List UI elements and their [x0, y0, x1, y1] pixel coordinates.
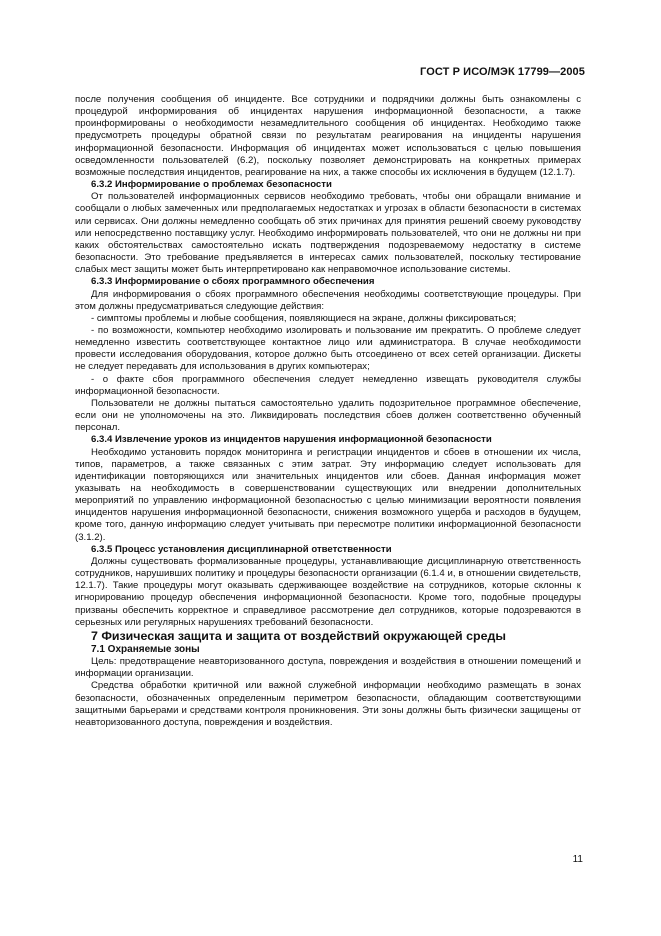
subsection-heading-6-3-3: 6.3.3 Информирование о сбоях программного обеспечения: [91, 276, 375, 288]
paragraph: Для информирования о сбоях программного обеспечения необходимы соответствующие процедуры. При этом должны предусматриваться следующие действия:: [75, 288, 581, 312]
subsection-heading-6-3-4: 6.3.4 Извлечение уроков из инцидентов нарушения информационной безопасности: [91, 434, 492, 446]
paragraph: Должны существовать формализованные процедуры, устанавливающие дисциплинарную ответственность сотрудников, нарушивших политику и процедуры безопасности организации (6.1.4 и, в отношении свидетельств, 12.1.7). Такие процедуры могут оказывать сдерживающее воздействие на сотрудников, которые склонны к игнорированию процедур обеспечения информационной безопасности. Кроме того, подобные процедуры призваны обеспечить корректное и справедливое рассмотрение дел сотрудников, которые подозреваются в серьезных или регулярных нарушениях требований безопасности.: [75, 555, 581, 628]
paragraph: Необходимо установить порядок мониторинга и регистрации инцидентов и сбоев в отношении их числа, типов, параметров, а также связанных с этим затрат. Эту информацию следует использовать для идентификации повторяющихся или значительных инцидентов или сбоев. Данная информация может указывать на необходимость в совершенствовании существующих или внедрении дополнительных мероприятий по управлению информационной безопасностью с целью минимизации вероятности появления инцидентов нарушения информационной безопасности, снижения возможного ущерба и расходов в будущем, кроме того, данную информацию следует учитывать при пересмотре политики информационной безопасности (3.1.2).: [75, 446, 581, 543]
paragraph: От пользователей информационных сервисов необходимо требовать, чтобы они обращали внимание и сообщали о любых замеченных или предполагаемых недостатках и угрозах в области безопасности в системах или сервисах. Они должны немедленно сообщать об этих причинах для принятия решений своему руководству или непосредственно поставщику услуг. Необходимо информировать пользователей, что они не должны ни при каких обстоятельствах самостоятельно искать подтверждения подозреваемому недостатку в системе безопасности. Это требование предъявляется в интересах самих пользователей, поскольку тестирование слабых мест защиты может быть интерпретировано как неправомочное использование системы.: [75, 191, 581, 276]
list-item: - по возможности, компьютер необходимо изолировать и пользование им прекратить. О проблеме следует немедленно известить соответствующее контактное лицо или администратора. В случае необходимости провести исследования оборудования, которое должно быть отсоединено от всех сетей организации. Дискеты не следует передавать для использования в других компьютерах;: [75, 324, 581, 373]
paragraph: Средства обработки критичной или важной служебной информации необходимо размещать в зонах безопасности, обозначенных определенным периметром безопасности, обладающим соответствующими защитными барьерами и средствами контроля проникновения. Эти зоны должны быть физически защищены от неавторизованного доступа, повреждения и воздействия.: [75, 680, 581, 728]
document-body: [75, 94, 581, 729]
paragraph: Пользователи не должны пытаться самостоятельно удалить подозрительное программное обеспечение, если они не уполномочены на это. Ликвидировать последствия сбоев должен соответственно обученный персонал.: [75, 397, 581, 434]
page-number: 11: [572, 854, 583, 865]
subsection-heading-7-1: 7.1 Охраняемые зоны: [91, 643, 200, 655]
list-item: - симптомы проблемы и любые сообщения, появляющиеся на экране, должны фиксироваться;: [91, 312, 517, 324]
document-header-id: ГОСТ Р ИСО/МЭК 17799—2005: [420, 66, 585, 78]
subsection-heading-6-3-5: 6.3.5 Процесс установления дисциплинарной ответственности: [91, 543, 392, 555]
subsection-heading-6-3-2: 6.3.2 Информирование о проблемах безопасности: [91, 179, 332, 191]
paragraph: после получения сообщения об инциденте. Все сотрудники и подрядчики должны быть ознакомлены с процедурой информирования об инцидентах нарушения информационной безопасности, а также проинформированы о необходимости незамедлительного сообщения об инцидентах. Необходимо также предусмотреть процедуры обратной связи по результатам реагирования на инциденты нарушения информационной безопасности. Информация об инцидентах может использоваться с целью повышения осведомленности пользователей (6.2), поскольку позволяет демонстрировать на конкретных примерах возможные последствия инцидентов, реагирование на них, а также способы их исключения в будущем (12.1.7).: [75, 94, 581, 178]
section-heading-7: 7 Физическая защита и защита от воздействий окружающей среды: [91, 628, 506, 643]
list-item: - о факте сбоя программного обеспечения следует немедленно извещать руководителя службы информационной безопасности.: [75, 373, 581, 397]
paragraph: Цель: предотвращение неавторизованного доступа, повреждения и воздействия в отношении помещений и информации организации.: [75, 656, 581, 680]
